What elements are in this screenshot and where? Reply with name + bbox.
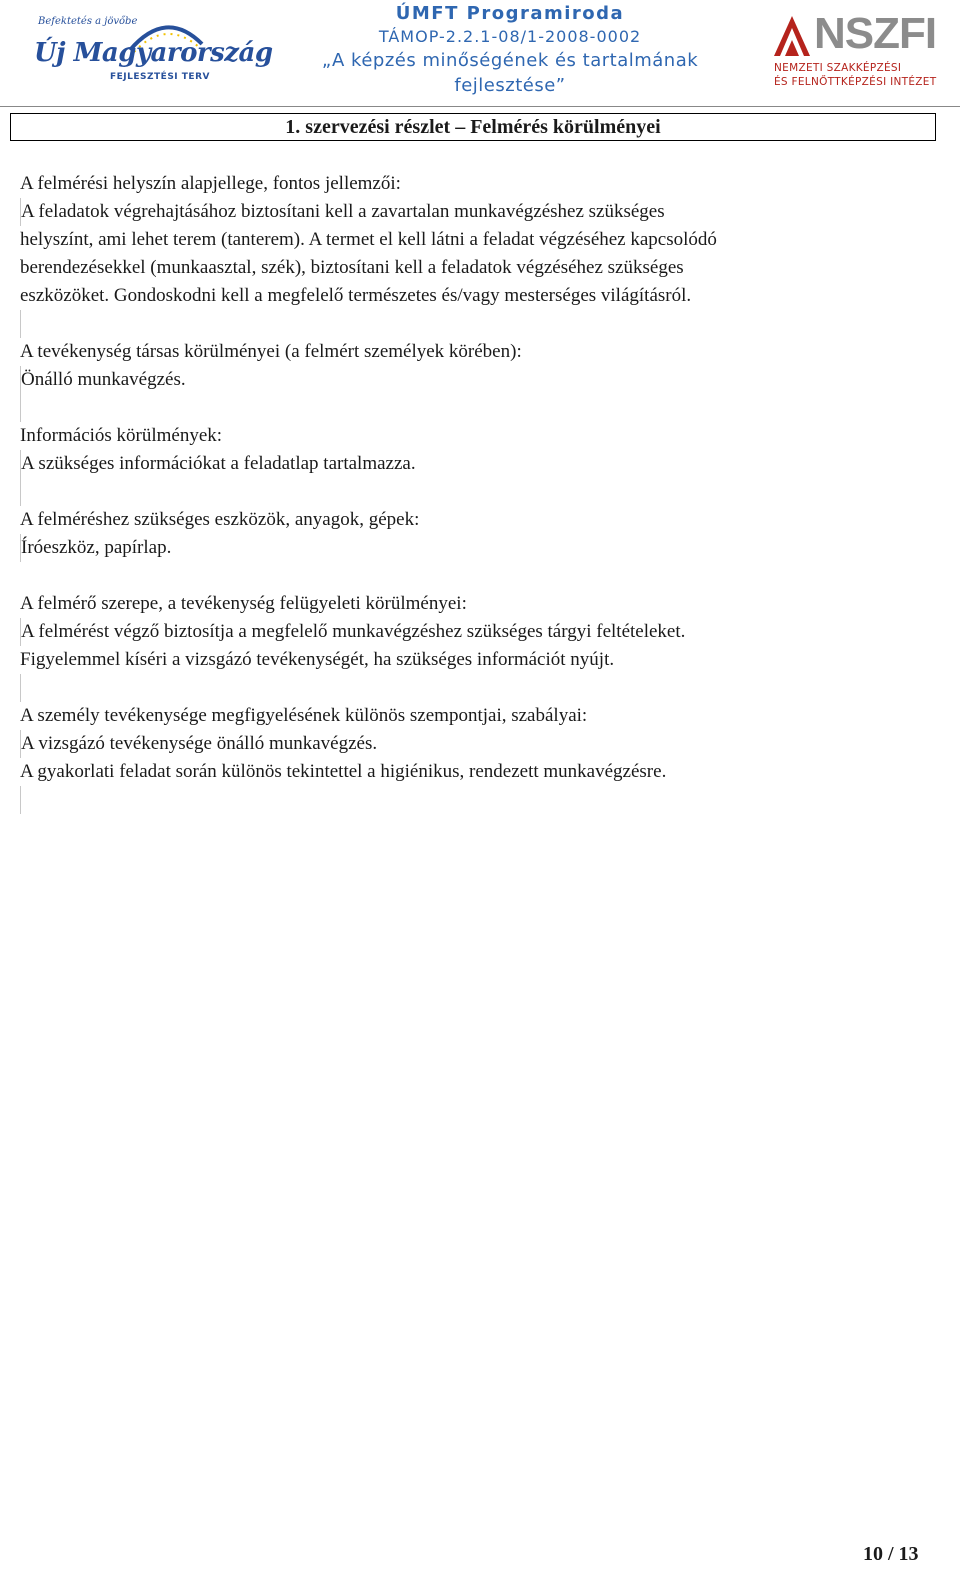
nszfi-name: NSZFI: [814, 9, 937, 58]
logo-tagline: Befektetés a jövőbe: [38, 16, 138, 27]
logo-main-text: Új Magyarország: [34, 38, 273, 68]
paragraph-line: A vizsgázó tevékenysége önálló munkavégzés.: [20, 730, 935, 758]
section-heading: A tevékenység társas körülményei (a felmért személyek körében):: [20, 341, 522, 362]
header-divider: [0, 106, 960, 107]
paragraph-line: eszközöket. Gondoskodni kell a megfelelő természetes és/vagy mesterséges világításról.: [20, 285, 692, 306]
section-heading: A felméréshez szükséges eszközök, anyagok, gépek:: [20, 509, 420, 530]
section-title: 1. szervezési részlet – Felmérés körülményei: [285, 116, 661, 138]
paragraph-gap: [20, 786, 935, 814]
nszfi-logo: [772, 9, 952, 92]
paragraph-gap: [20, 562, 935, 590]
page-header: [0, 0, 960, 108]
project-title-line2: fejlesztése”: [454, 75, 566, 96]
paragraph-gap: [20, 394, 935, 422]
program-header: [300, 2, 720, 98]
project-title-line1: „A képzés minőségének és tartalmának: [321, 50, 699, 71]
document-body: [20, 170, 935, 814]
section-heading: Információs körülmények:: [20, 425, 223, 446]
paragraph-line: A felmérést végző biztosítja a megfelelő munkavégzéshez szükséges tárgyi feltételeket.: [20, 618, 935, 646]
paragraph-line: A feladatok végrehajtásához biztosítani kell a zavartalan munkavégzéshez szükséges: [20, 198, 935, 226]
uj-magyarorszag-logo: [30, 8, 273, 94]
project-code: TÁMOP-2.2.1-08/1-2008-0002: [378, 27, 642, 46]
paragraph-line: Figyelemmel kíséri a vizsgázó tevékenységét, ha szükséges információt nyújt.: [20, 649, 615, 670]
program-office: ÚMFT Programiroda: [395, 3, 625, 24]
nszfi-mark-icon: [772, 12, 812, 60]
paragraph-gap: [20, 478, 935, 506]
paragraph-gap: [20, 674, 935, 702]
page-number: 10 / 13: [863, 1543, 919, 1565]
nszfi-full-name-line2: ÉS FELNŐTTKÉPZÉSI INTÉZET: [774, 76, 937, 88]
section-heading: A felmérési helyszín alapjellege, fontos jellemzői:: [20, 173, 401, 194]
section-heading: A személy tevékenysége megfigyelésének különös szempontjai, szabályai:: [20, 705, 588, 726]
paragraph-line: A gyakorlati feladat során különös tekintettel a higiénikus, rendezett munkavégzésre.: [20, 761, 667, 782]
paragraph-gap: [20, 310, 935, 338]
paragraph-line: Íróeszköz, papírlap.: [20, 534, 935, 562]
paragraph-line: A szükséges információkat a feladatlap tartalmazza.: [20, 450, 935, 478]
nszfi-full-name-line1: NEMZETI SZAKKÉPZÉSI: [774, 62, 902, 74]
section-title-box: [10, 113, 936, 141]
logo-sub-text: FEJLESZTÉSI TERV: [110, 72, 210, 82]
paragraph-line: Önálló munkavégzés.: [20, 366, 935, 394]
paragraph-line: berendezésekkel (munkaasztal, szék), biztosítani kell a feladatok végzéséhez szükséges: [20, 257, 684, 278]
paragraph-line: helyszínt, ami lehet terem (tanterem). A termet el kell látni a feladat végzéséhez kapcsolódó: [20, 229, 717, 250]
section-heading: A felmérő szerepe, a tevékenység felügyeleti körülményei:: [20, 593, 467, 614]
